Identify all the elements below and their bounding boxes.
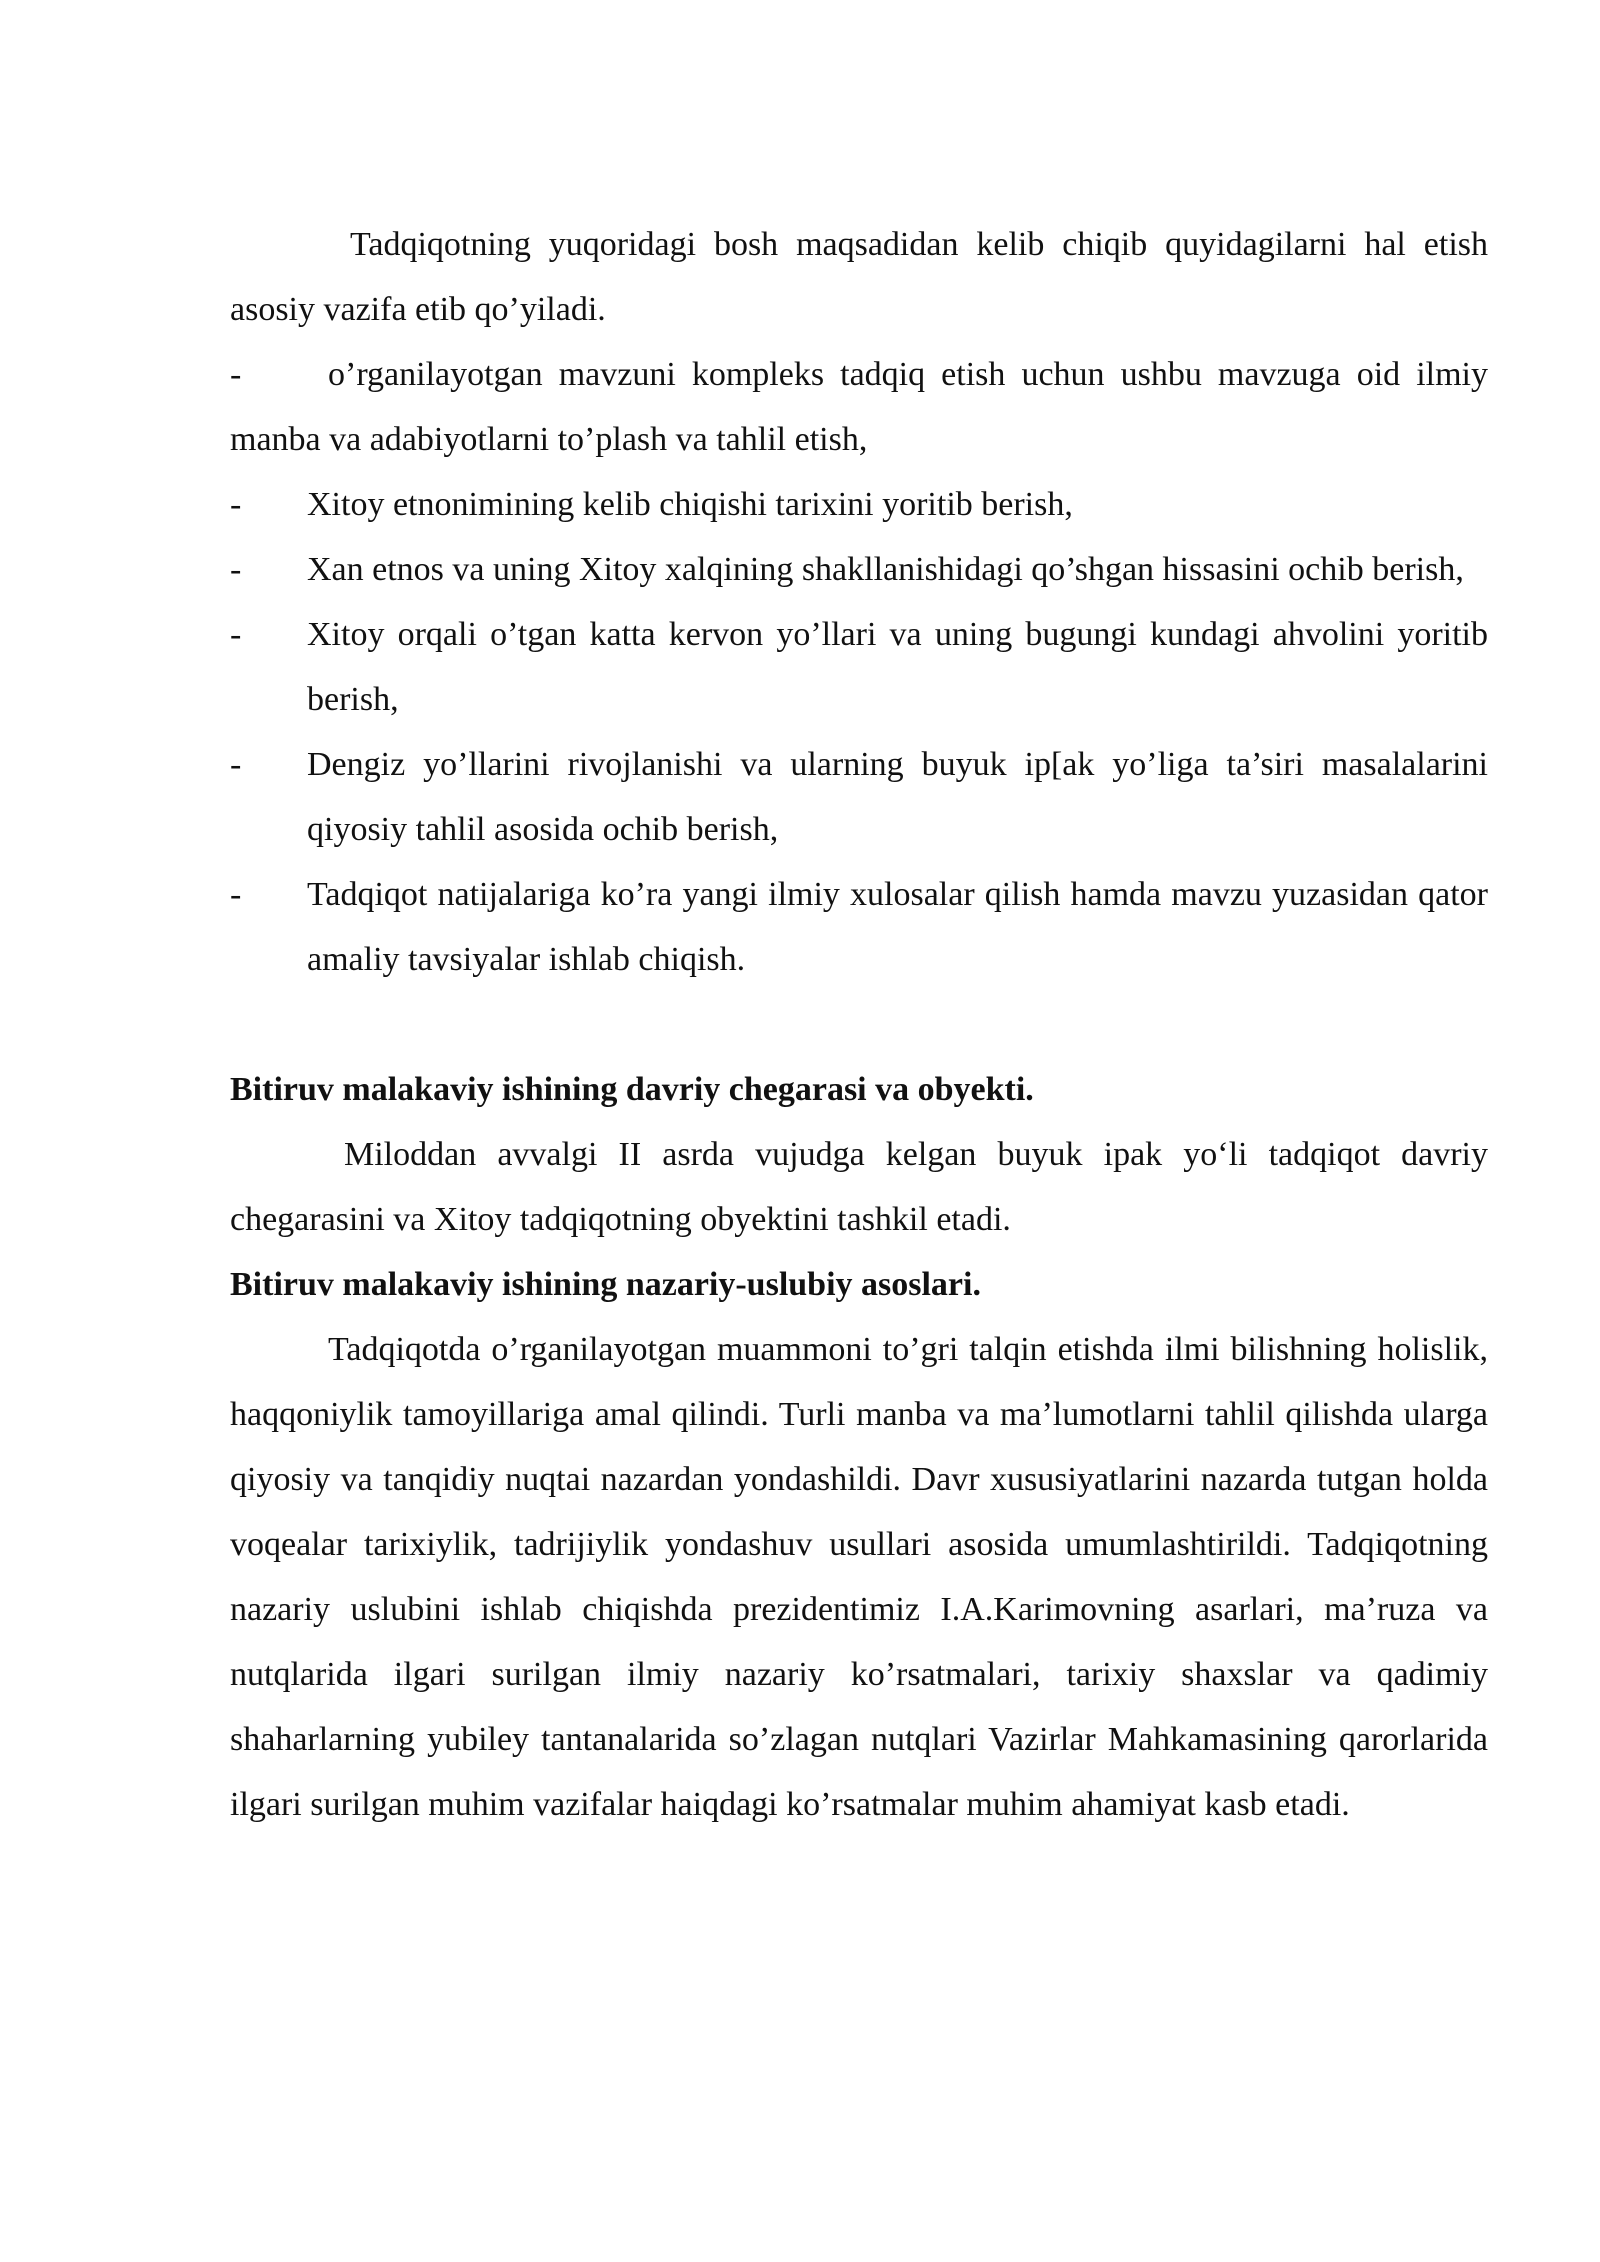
list-dash: -	[230, 746, 242, 783]
list-item	[230, 537, 1488, 602]
list-dash: -	[230, 356, 242, 393]
list-dash: -	[230, 551, 242, 588]
intro-paragraph: Tadqiqotning yuqoridagi bosh maqsadidan kelib chiqib quyidagilarni hal etish asosiy vazifa etib qo’yiladi.	[230, 226, 1488, 328]
section-heading-period: Bitiruv malakaviy ishining davriy chegarasi va obyekti.	[230, 1071, 1034, 1108]
task-list	[230, 472, 1488, 992]
list-item-text: Xitoy orqali o’tgan katta kervon yo’llari va uning bugungi kundagi ahvolini yoritib berish,	[307, 616, 1488, 718]
section-methodology-paragraph: Tadqiqotda o’rganilayotgan muammoni to’gri talqin etishda ilmi bilishning holislik, haqqoniylik tamoyillariga amal qilindi. Turli manba va ma’lumotlarni tahlil qilishda ularga qiyosiy va tanqidiy nuqtai nazardan yondashildi. Davr xususiyatlarini nazarda tutgan holda voqealar tarixiylik, tadrijiylik yondashuv usullari asosida umumlashtirildi. Tadqiqotning nazariy uslubini ishlab chiqishda prezidentimiz I.A.Karimovning asarlari, ma’ruza va nutqlarida ilgari surilgan ilmiy nazariy ko’rsatmalari, tarixiy shaxslar va qadimiy shaharlarning yubiley tantanalarida so’zlagan nutqlari Vazirlar Mahkamasining qarorlarida ilgari surilgan muhim vazifalar haiqdagi ko’rsatmalar muhim ahamiyat kasb etadi.	[230, 1331, 1488, 1823]
blank-line	[230, 992, 1488, 1057]
list-item-text: Tadqiqot natijalariga ko’ra yangi ilmiy xulosalar qilish hamda mavzu yuzasidan qator amaliy tavsiyalar ishlab chiqish.	[307, 876, 1488, 978]
list-item-text: Xitoy etnonimining kelib chiqishi tarixini yoritib berish,	[307, 486, 1073, 523]
document-page	[230, 212, 1488, 1837]
first-task-text: o’rganilayotgan mavzuni kompleks tadqiq etish uchun ushbu mavzuga oid ilmiy manba va adabiyotlarni to’plash va tahlil etish,	[230, 356, 1488, 458]
list-dash: -	[230, 486, 242, 523]
section-period-paragraph: Miloddan avvalgi II asrda vujudga kelgan buyuk ipak yo‘li tadqiqot davriy chegarasini va Xitoy tadqiqotning obyektini tashkil etadi.	[230, 1136, 1488, 1238]
section-heading-methodology: Bitiruv malakaviy ishining nazariy-uslubiy asoslari.	[230, 1266, 981, 1303]
list-item-text: Dengiz yo’llarini rivojlanishi va ularning buyuk ip[ak yo’liga ta’siri masalalarini qiyosiy tahlil asosida ochib berish,	[307, 746, 1488, 848]
list-dash: -	[230, 616, 242, 653]
first-task-item	[230, 342, 1488, 472]
list-item-text: Xan etnos va uning Xitoy xalqining shakllanishidagi qo’shgan hissasini ochib berish,	[307, 551, 1464, 588]
list-item	[230, 862, 1488, 992]
list-item	[230, 472, 1488, 537]
list-item	[230, 602, 1488, 732]
list-item	[230, 732, 1488, 862]
list-dash: -	[230, 876, 242, 913]
